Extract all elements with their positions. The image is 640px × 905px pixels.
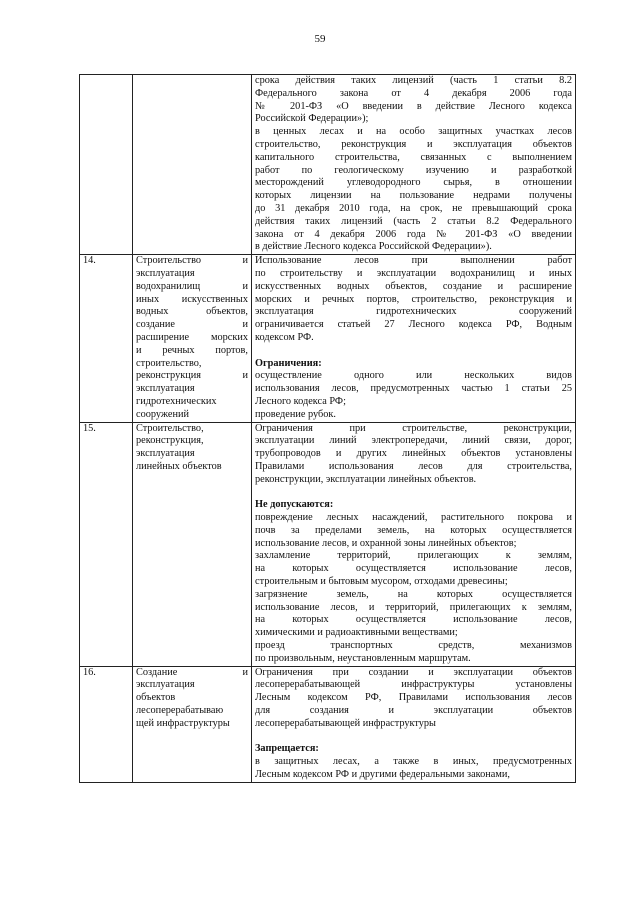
text-line: проезд транспортных средств, механизмов — [255, 640, 572, 652]
text-line: эксплуатация — [136, 448, 195, 460]
section-heading: Не допускаются: — [255, 499, 334, 511]
text-line: в ценных лесах и на особо защитных участках лесов — [255, 126, 572, 138]
blank-line — [255, 487, 572, 500]
text-line: работ по геологическому изучению и разработкой — [255, 164, 572, 176]
text-line: иных искусственных — [136, 293, 248, 305]
text-line: лесоперерабатываю — [136, 705, 224, 717]
text-line: реконструкция и — [136, 370, 248, 382]
text-line: реконструкция, — [136, 435, 204, 447]
text-line: Федерального закона от 4 декабря 2006 года — [255, 87, 572, 99]
text-line: использования лесов, предусмотренных частью 1 статьи 25 — [255, 383, 572, 395]
text-line: осуществление одного или нескольких видов — [255, 370, 572, 382]
text-line: щей инфраструктуры — [136, 717, 230, 729]
text-line: на которых осуществляется использование лесов, — [255, 563, 572, 575]
text-line: Правилами использования лесов для строительства, — [255, 460, 572, 472]
text-line: по произвольным, неустановленным маршрутам. — [255, 652, 471, 664]
activity-name-cell — [133, 422, 252, 666]
text-line: капитального строительства, связанных с выполнением — [255, 151, 572, 163]
text-line: месторождений углеводородного сырья, в отношении — [255, 177, 572, 189]
paragraph — [255, 370, 572, 408]
paragraph — [255, 126, 572, 254]
text-line: почв за пределами земель, на которых осуществляется — [255, 524, 572, 536]
text-line: для создания и эксплуатации объектов — [255, 705, 572, 717]
text-line: эксплуатации линий электропередачи, линий связи, дорог, — [255, 435, 572, 447]
section-heading: Запрещается: — [255, 743, 319, 755]
text-line: кодексом РФ. — [255, 331, 314, 343]
text-line: ограничивается статьей 27 Лесного кодекса РФ, Водным — [255, 319, 572, 331]
paragraph — [255, 255, 572, 345]
text-line: морских и речных портов, строительство, реконструкция и — [255, 293, 572, 305]
row-number: 16. — [83, 666, 96, 678]
text-line: в действие Лесного кодекса Российской Федерации»). — [255, 241, 492, 253]
text-line: лесоперерабатывающей инфраструктуры установлены — [255, 679, 572, 691]
activity-name-cell — [133, 255, 252, 422]
activity-name-cell — [133, 666, 252, 782]
text-line: строительство, реконструкция и эксплуатация объектов — [255, 138, 572, 150]
text-line: создание и — [136, 319, 248, 331]
text-line: сооружений — [136, 408, 189, 420]
text-line: объектов — [136, 692, 176, 704]
text-line: эксплуатация — [136, 679, 195, 691]
text-line: загрязнение земель, на которых осуществляется — [255, 588, 572, 600]
restrictions-cell — [252, 422, 576, 666]
paragraph — [255, 512, 572, 550]
blank-line — [255, 345, 572, 358]
row-number-cell — [80, 666, 133, 782]
row-number-cell — [80, 75, 133, 255]
text-line: до 31 декабря 2010 года, на срок, не превышающий срока — [255, 202, 572, 214]
text-line: трубопроводов и других линейных объектов установлены — [255, 448, 572, 460]
text-line: использование лесов, и территорий, прилегающих к землям, — [255, 601, 572, 613]
activity-name-cell — [133, 75, 252, 255]
text-line: Создание и — [136, 666, 248, 678]
text-line: химическими и радиоактивными веществами; — [255, 627, 458, 639]
text-line: проведение рубок. — [255, 408, 337, 420]
text-line: эксплуатация — [136, 267, 195, 279]
text-line: срока действия таких лицензий (часть 1 статьи 8.2 — [255, 75, 572, 86]
table-row — [80, 666, 576, 782]
table-row — [80, 422, 576, 666]
paragraph — [255, 409, 572, 422]
text-line: Российской Федерации»); — [255, 113, 369, 125]
table-row — [80, 255, 576, 422]
page-number: 59 — [314, 33, 326, 45]
text-line: Использование лесов при выполнении работ — [255, 255, 572, 267]
text-line: № 201-ФЗ «О введении в действие Лесного кодекса — [255, 100, 572, 112]
text-line: строительство, — [136, 357, 202, 369]
document-table — [79, 74, 576, 783]
text-line: Строительство и — [136, 255, 248, 267]
text-line: использование лесов, и охранной зоны линейных объектов; — [255, 537, 517, 549]
row-number: 14. — [83, 255, 96, 267]
text-line: закона от 4 декабря 2006 года № 201-ФЗ «О введении — [255, 228, 572, 240]
restrictions-cell — [252, 75, 576, 255]
paragraph — [255, 550, 572, 588]
text-line: по строительству и эксплуатации водохранилищ и иных — [255, 267, 572, 279]
paragraph — [255, 640, 572, 666]
text-line: искусственных водных объектов, создание и расширение — [255, 280, 572, 292]
table-row — [80, 75, 576, 255]
row-number-cell — [80, 255, 133, 422]
restrictions-cell — [252, 666, 576, 782]
text-line: действия таких лицензий (часть 2 статьи 8.2 Федерального — [255, 215, 572, 227]
text-line: Лесным кодексом РФ и другими федеральными законами, — [255, 769, 510, 781]
text-line: повреждение лесных насаждений, растительного покрова и — [255, 512, 572, 524]
paragraph — [255, 75, 572, 126]
text-line: Ограничения при создании и эксплуатации объектов — [255, 666, 572, 678]
section-heading: Ограничения: — [255, 357, 322, 369]
text-line: Строительство, — [136, 422, 204, 434]
paragraph — [255, 423, 572, 487]
paragraph — [255, 589, 572, 640]
text-line: лесоперерабатывающей инфраструктуры — [255, 717, 436, 729]
paragraph — [255, 667, 572, 731]
text-line: водных объектов, — [136, 306, 248, 318]
text-line: захламление территорий, прилегающих к землям, — [255, 550, 572, 562]
blank-line — [255, 731, 572, 744]
text-line: на которых осуществляется использование лесов, — [255, 614, 572, 626]
text-line: Лесного кодекса РФ; — [255, 395, 346, 407]
text-line: реконструкции, эксплуатации линейных объектов. — [255, 473, 477, 485]
text-line: Лесным кодексом РФ, Правилами использования лесов — [255, 692, 572, 704]
table-body — [80, 75, 576, 783]
text-line: расширение морских — [136, 331, 248, 343]
text-line: в защитных лесах, а также в иных, предусмотренных — [255, 756, 572, 768]
restrictions-cell — [252, 255, 576, 422]
paragraph — [255, 756, 572, 782]
text-line: Ограничения при строительстве, реконструкции, — [255, 422, 572, 434]
text-line: строительным и бытовым мусором, отходами древесины; — [255, 576, 508, 588]
row-number: 15. — [83, 422, 96, 434]
text-line: водохранилищ и — [136, 280, 248, 292]
text-line: эксплуатация гидротехнических сооружений — [255, 306, 572, 318]
row-number-cell — [80, 422, 133, 666]
text-line: которых лицензии на пользование недрами получены — [255, 190, 572, 202]
text-line: гидротехнических — [136, 395, 217, 407]
text-line: эксплуатация — [136, 383, 195, 395]
text-line: линейных объектов — [136, 460, 222, 472]
text-line: и речных портов, — [136, 344, 248, 356]
